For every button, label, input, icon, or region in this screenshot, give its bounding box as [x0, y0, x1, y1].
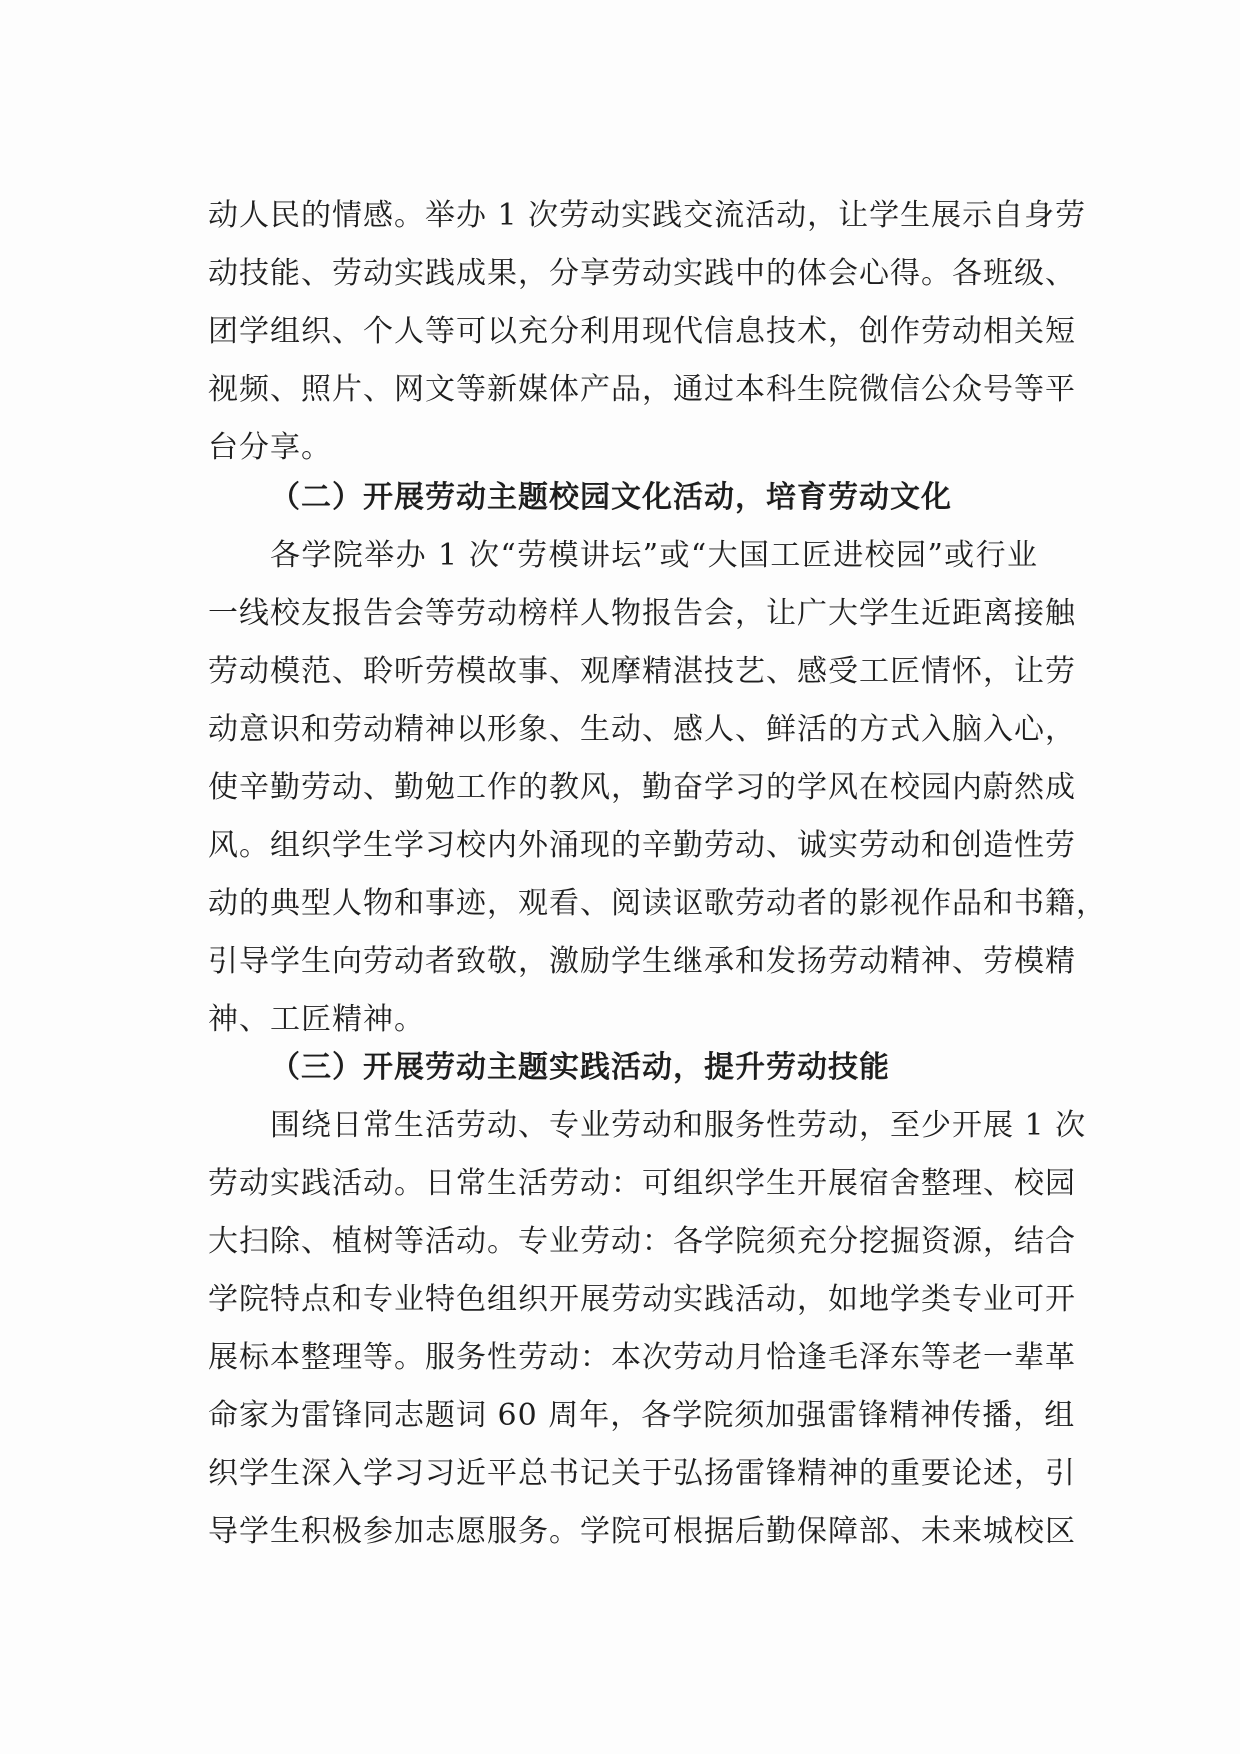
body-line: 大扫除、植树等活动。专业劳动：各学院须充分挖掘资源，结合 — [208, 1224, 1076, 1259]
body-line: 团学组织、个人等可以充分利用现代信息技术，创作劳动相关短 — [208, 314, 1076, 349]
body-line: 导学生积极参加志愿服务。学院可根据后勤保障部、未来城校区 — [208, 1514, 1076, 1549]
body-line: 命家为雷锋同志题词 60 周年，各学院须加强雷锋精神传播，组 — [208, 1398, 1076, 1433]
body-line: 动人民的情感。举办 1 次劳动实践交流活动，让学生展示自身劳 — [208, 198, 1087, 233]
body-line: 围绕日常生活劳动、专业劳动和服务性劳动，至少开展 1 次 — [270, 1108, 1087, 1143]
body-line: 学院特点和专业特色组织开展劳动实践活动，如地学类专业可开 — [208, 1282, 1076, 1317]
body-line: 动的典型人物和事迹，观看、阅读讴歌劳动者的影视作品和书籍， — [208, 886, 1107, 921]
body-line: 一线校友报告会等劳动榜样人物报告会，让广大学生近距离接触 — [208, 596, 1076, 631]
body-line: 动意识和劳动精神以形象、生动、感人、鲜活的方式入脑入心， — [208, 712, 1076, 747]
body-line: 神、工匠精神。 — [208, 1002, 425, 1037]
body-line: 各学院举办 1 次“劳模讲坛”或“大国工匠进校园”或行业 — [270, 538, 1038, 573]
body-line: 动技能、劳动实践成果，分享劳动实践中的体会心得。各班级、 — [208, 256, 1076, 291]
body-line: 引导学生向劳动者致敬，激励学生继承和发扬劳动精神、劳模精 — [208, 944, 1076, 979]
body-line: 视频、照片、网文等新媒体产品，通过本科生院微信公众号等平 — [208, 372, 1076, 407]
body-line: 展标本整理等。服务性劳动：本次劳动月恰逢毛泽东等老一辈革 — [208, 1340, 1076, 1375]
section-heading: （三）开展劳动主题实践活动，提升劳动技能 — [270, 1050, 890, 1085]
body-line: 风。组织学生学习校内外涌现的辛勤劳动、诚实劳动和创造性劳 — [208, 828, 1076, 863]
section-heading: （二）开展劳动主题校园文化活动，培育劳动文化 — [270, 480, 952, 515]
body-line: 劳动模范、聆听劳模故事、观摩精湛技艺、感受工匠情怀，让劳 — [208, 654, 1076, 689]
body-line: 台分享。 — [208, 430, 332, 465]
body-line: 织学生深入学习习近平总书记关于弘扬雷锋精神的重要论述，引 — [208, 1456, 1076, 1491]
body-line: 使辛勤劳动、勤勉工作的教风，勤奋学习的学风在校园内蔚然成 — [208, 770, 1076, 805]
body-line: 劳动实践活动。日常生活劳动：可组织学生开展宿舍整理、校园 — [208, 1166, 1076, 1201]
